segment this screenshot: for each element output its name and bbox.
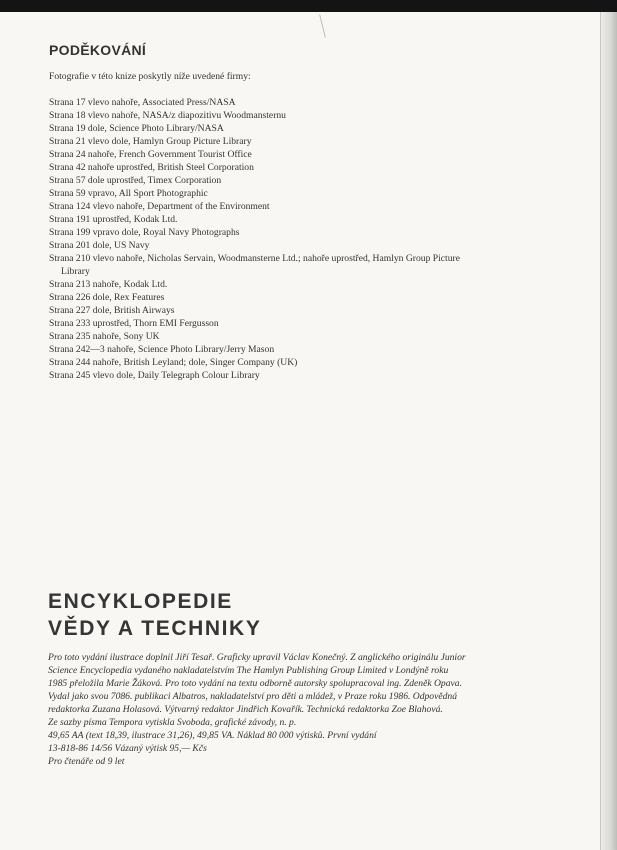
credit-line: Strana 227 dole, British Airways: [49, 305, 175, 316]
scan-top-border: [0, 0, 617, 12]
book-title-line-2: VĚDY A TECHNIKY: [48, 617, 262, 640]
credit-line: Strana 245 vlevo dole, Daily Telegraph Colour Library: [49, 370, 260, 381]
credit-line: Strana 21 vlevo dole, Hamlyn Group Picture Library: [49, 136, 252, 147]
book-title-line-1: ENCYKLOPEDIE: [48, 590, 233, 613]
credit-line: Strana 19 dole, Science Photo Library/NASA: [49, 123, 224, 134]
credit-line: Strana 226 dole, Rex Features: [49, 292, 165, 303]
credit-line: Strana 24 nahoře, French Government Tourist Office: [49, 149, 252, 160]
acknowledgements-intro: Fotografie v této knize poskytly níže uvedené firmy:: [49, 71, 251, 82]
credit-line: Strana 201 dole, US Navy: [49, 240, 150, 251]
credit-line: Strana 235 nahoře, Sony UK: [49, 331, 160, 342]
book-title: [48, 588, 261, 642]
credit-line: Strana 233 uprostřed, Thorn EMI Fergusson: [49, 318, 219, 329]
credit-line: Strana 242—3 nahoře, Science Photo Library/Jerry Mason: [49, 344, 275, 355]
credit-line: Strana 213 nahoře, Kodak Ltd.: [49, 279, 168, 290]
credit-line: Strana 42 nahoře uprostřed, British Steel Corporation: [49, 162, 254, 173]
credit-line: Strana 18 vlevo nahoře, NASA/z diapozitivu Woodmansternu: [49, 110, 286, 121]
credit-line: Strana 199 vpravo dole, Royal Navy Photographs: [49, 227, 240, 238]
imprint-price-line: 13-818-86 14/56 Vázaný výtisk 95,— Kčs: [48, 743, 207, 754]
credit-line: Strana 191 uprostřed, Kodak Ltd.: [49, 214, 178, 225]
credit-line: Strana 57 dole uprostřed, Timex Corporation: [49, 175, 222, 186]
imprint-block: [48, 651, 468, 768]
credit-line: Strana 244 nahoře, British Leyland; dole, Singer Company (UK): [49, 357, 298, 368]
scan-right-edge: [601, 12, 617, 850]
imprint-print-run-line: 49,65 AA (text 18,39, ilustrace 31,26), 49,85 VA. Náklad 80 000 výtisků. První vydání: [48, 730, 377, 741]
imprint-credits-paragraph: Pro toto vydání ilustrace doplnil Jiří Tesař. Graficky upravil Václav Konečný. Z anglického originálu Junior Science Encyclopedia vydaného nakladatelstvím The Hamlyn Publishing Group Limited v Londýně roku 1985 přeložila Marie Žáková. Pro toto vydání na textu odborně autorsky spolupracoval ing. Zdeněk Opava. Vydal jako svou 7086. publikaci Albatros, nakladatelství pro děti a mládež, v Praze roku 1986. Odpovědná redaktorka Zuzana Holasová. Výtvarný redaktor Jindřich Kovařík. Technická redaktorka Zoe Blahová.: [48, 652, 466, 715]
imprint-printer-line: Ze sazby písma Tempora vytiskla Svoboda, grafické závody, n. p.: [48, 717, 297, 728]
acknowledgements-heading: PODĚKOVÁNÍ: [49, 42, 147, 58]
photo-credits-list: [49, 96, 469, 382]
credit-line: Strana 124 vlevo nahoře, Department of the Environment: [49, 201, 270, 212]
credit-line: Strana 210 vlevo nahoře, Nicholas Servain, Woodmansterne Ltd.; nahoře uprostřed, Hamlyn Group Picture Library: [49, 253, 460, 277]
imprint-age-line: Pro čtenáře od 9 let: [48, 756, 125, 767]
credit-line: Strana 17 vlevo nahoře, Associated Press/NASA: [49, 97, 236, 108]
credit-line: Strana 59 vpravo, All Sport Photographic: [49, 188, 208, 199]
